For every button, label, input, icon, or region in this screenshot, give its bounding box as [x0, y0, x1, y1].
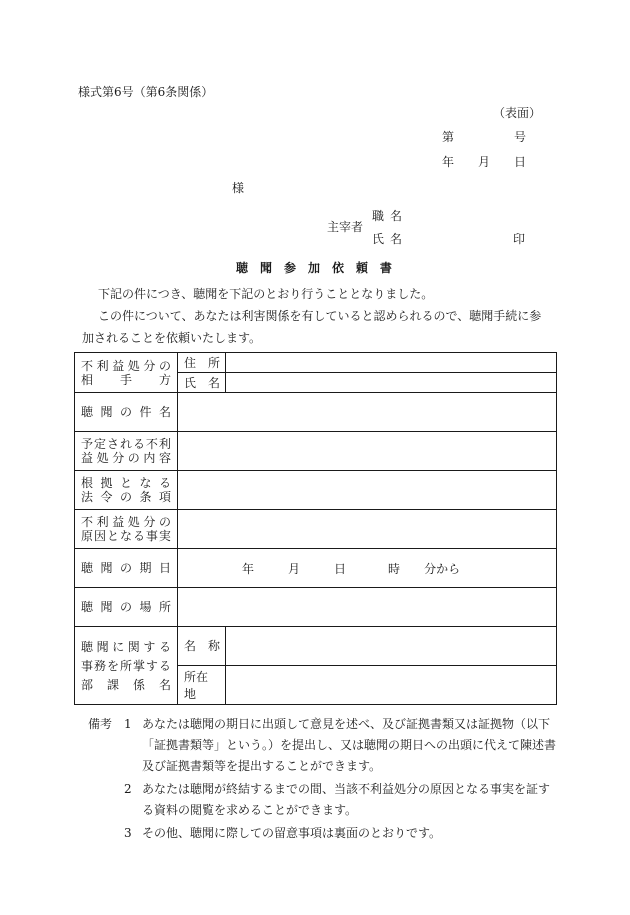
office-name-field[interactable]	[226, 627, 557, 666]
label-char: の	[158, 515, 171, 529]
date-part-hour: 時	[388, 561, 401, 576]
legal-basis-field[interactable]	[178, 471, 557, 510]
date-part-day: 日	[334, 561, 347, 576]
label-char: 因	[93, 529, 106, 543]
document-date-line	[442, 156, 526, 168]
legal-basis-label	[75, 471, 178, 510]
side-label: （表面）	[493, 106, 542, 120]
title-char: 頼	[355, 261, 368, 275]
label-char: る	[158, 658, 171, 673]
party-address-field[interactable]	[226, 353, 557, 373]
document-number-line	[442, 131, 526, 143]
label-char: 益	[112, 515, 125, 529]
label-char: 事	[145, 529, 158, 543]
label-char: 根	[81, 476, 94, 490]
label-char: の	[158, 358, 171, 373]
host-name-label	[372, 233, 402, 245]
label-char: 係	[132, 677, 145, 692]
planned-disposition-label	[75, 432, 178, 471]
office-name-label	[178, 627, 226, 666]
label-char: 処	[127, 515, 140, 529]
hearing-place-label	[75, 588, 178, 627]
label-char: 聞	[100, 561, 113, 575]
title-char: 聴	[236, 261, 249, 275]
label-line	[81, 359, 171, 373]
label-line	[81, 405, 171, 419]
label-char: 聴	[81, 639, 94, 654]
remark-number: 2	[124, 782, 132, 796]
label-line	[81, 678, 171, 692]
label-char: 不	[81, 515, 94, 529]
date-day: 日	[513, 155, 526, 169]
intro-paragraph-2: この件について、あなたは利害関係を有していると認められるので、聴聞手続に参加されることを依頼いたします。	[82, 309, 542, 345]
label-char: 事	[81, 658, 94, 673]
remark-text: あなたは聴聞が終結するまでの間、当該不利益処分の原因となる事実を証する資料の閲覧を求めることができます。	[142, 782, 551, 817]
remarks-section	[88, 714, 558, 846]
label-char: を	[106, 658, 119, 673]
party-label	[75, 353, 178, 393]
label-line	[81, 529, 171, 543]
label-char: 氏	[184, 375, 197, 390]
label-char: 件	[139, 405, 152, 419]
label-line	[81, 490, 171, 504]
label-char: す	[143, 639, 156, 654]
label-char: 務	[93, 658, 106, 673]
label-char: 掌	[132, 658, 145, 673]
office-label	[75, 627, 178, 705]
label-char: さ	[106, 437, 119, 451]
label-char: 職	[372, 209, 385, 223]
label-char: 項	[158, 490, 171, 504]
title-char: 依	[331, 261, 344, 275]
label-line	[81, 476, 171, 490]
label-char: す	[145, 658, 158, 673]
number-prefix: 第	[442, 130, 455, 144]
seal-mark: 印	[513, 232, 526, 246]
label-char: る	[132, 437, 145, 451]
label-char: 称	[207, 639, 220, 653]
label-char: る	[158, 639, 171, 654]
label-char: 条	[139, 490, 152, 504]
host-label: 主宰者	[327, 220, 364, 234]
remark-number: 1	[124, 717, 132, 731]
label-line	[81, 451, 171, 465]
label-char: 住	[184, 355, 197, 370]
label-char: る	[132, 529, 145, 543]
remark-item-2	[88, 779, 558, 821]
label-char: 聞	[100, 600, 113, 614]
label-line	[81, 640, 171, 654]
label-char: 所	[119, 658, 132, 673]
label-char: 名	[184, 639, 197, 653]
label-char: 実	[158, 529, 171, 543]
label-char: 手	[119, 372, 132, 387]
label-char: 日	[158, 561, 171, 575]
office-location-field[interactable]	[226, 666, 557, 705]
label-char: 内	[143, 451, 156, 465]
date-part-minute: 分から	[424, 561, 461, 576]
date-year: 年	[442, 155, 455, 169]
label-char: 所	[158, 600, 171, 614]
label-char: れ	[119, 437, 132, 451]
cause-facts-label	[75, 510, 178, 549]
label-char: 期	[139, 561, 152, 575]
date-part-month: 月	[288, 561, 301, 576]
date-part-year: 年	[242, 561, 255, 576]
label-char: 関	[127, 639, 140, 654]
label-char: の	[119, 405, 132, 419]
title-char: 参	[283, 261, 296, 275]
label-char: な	[139, 476, 152, 490]
date-month: 月	[477, 155, 490, 169]
label-char: 容	[158, 451, 171, 465]
label-char: 名	[389, 232, 402, 246]
label-char: 分	[143, 358, 156, 373]
label-char: な	[119, 529, 132, 543]
label-char: 処	[127, 358, 140, 373]
remark-text: その他、聴聞に際しての留意事項は裏面のとおりです。	[142, 826, 442, 840]
label-char: 聴	[81, 561, 94, 575]
hearing-info-table	[74, 352, 557, 705]
label-char: 拠	[100, 476, 113, 490]
hearing-date-label	[75, 549, 178, 588]
label-char: と	[119, 476, 132, 490]
label-char: 原	[81, 529, 94, 543]
remarks-heading: 備考	[88, 717, 113, 731]
label-char: 分	[143, 515, 156, 529]
label-char: の	[119, 561, 132, 575]
label-char: に	[112, 639, 125, 654]
label-char: 利	[96, 515, 109, 529]
case-label	[75, 393, 178, 432]
label-char: る	[158, 476, 171, 490]
label-char: の	[119, 600, 132, 614]
label-char: 名	[389, 209, 402, 223]
label-char: の	[127, 451, 140, 465]
hearing-place-field[interactable]	[178, 588, 557, 627]
planned-disposition-field[interactable]	[178, 432, 557, 471]
label-char: 所	[207, 355, 220, 370]
label-char: 聞	[96, 639, 109, 654]
label-line	[81, 437, 171, 451]
hearing-date-field[interactable]	[178, 549, 557, 588]
remark-item-3	[88, 823, 558, 844]
label-char: 予	[81, 437, 94, 451]
addressee-suffix: 様	[232, 181, 245, 195]
address-label	[178, 353, 226, 373]
label-char: 名	[158, 405, 171, 419]
label-char: 名	[207, 375, 220, 390]
label-line	[81, 561, 171, 575]
intro-paragraph-1: 下記の件につき、聴聞を下記のとおり行うこととなりました。	[98, 287, 434, 301]
person-name-label	[178, 373, 226, 393]
label-char: 益	[81, 451, 94, 465]
label-char: 課	[106, 677, 119, 692]
label-char: 聞	[100, 405, 113, 419]
label-char: 不	[145, 437, 158, 451]
label-char: と	[106, 529, 119, 543]
label-char: 定	[93, 437, 106, 451]
label-char: 聴	[81, 405, 94, 419]
title-char: 聞	[259, 261, 272, 275]
label-char: 令	[100, 490, 113, 504]
label-char: 聴	[81, 600, 94, 614]
label-char: 法	[81, 490, 94, 504]
party-name-field[interactable]	[226, 373, 557, 393]
label-char: 利	[158, 437, 171, 451]
label-char: 利	[96, 358, 109, 373]
label-char: 益	[112, 358, 125, 373]
label-char: 分	[112, 451, 125, 465]
label-char: 氏	[372, 232, 385, 246]
cause-facts-field[interactable]	[178, 510, 557, 549]
remark-number: 3	[124, 826, 132, 840]
label-line	[81, 515, 171, 529]
title-char: 加	[307, 261, 320, 275]
label-char: 部	[81, 677, 94, 692]
label-char: の	[119, 490, 132, 504]
remark-item-1	[88, 714, 558, 777]
label-line	[81, 600, 171, 614]
label-char: 相	[81, 372, 94, 387]
host-title-label	[372, 210, 402, 222]
form-number: 様式第6号（第6条関係）	[78, 85, 214, 99]
case-name-field[interactable]	[178, 393, 557, 432]
office-location-label	[178, 666, 226, 705]
number-suffix: 号	[513, 130, 526, 144]
label-char: 方	[158, 372, 171, 387]
label-line	[81, 659, 171, 673]
label-line	[81, 373, 171, 387]
label-char: 名	[158, 677, 171, 692]
office-location-text: 所在地	[184, 670, 209, 701]
label-char: 処	[96, 451, 109, 465]
document-title	[236, 262, 392, 274]
title-char: 書	[379, 261, 392, 275]
remark-text: あなたは聴聞の期日に出頭して意見を述べ、及び証拠書類又は証拠物（以下「証拠書類等」という。）を提出し、又は聴聞の期日への出頭に代えて陳述書及び証拠書類等を提出することができます。	[142, 717, 557, 773]
label-char: 場	[139, 600, 152, 614]
label-char: 不	[81, 358, 94, 373]
